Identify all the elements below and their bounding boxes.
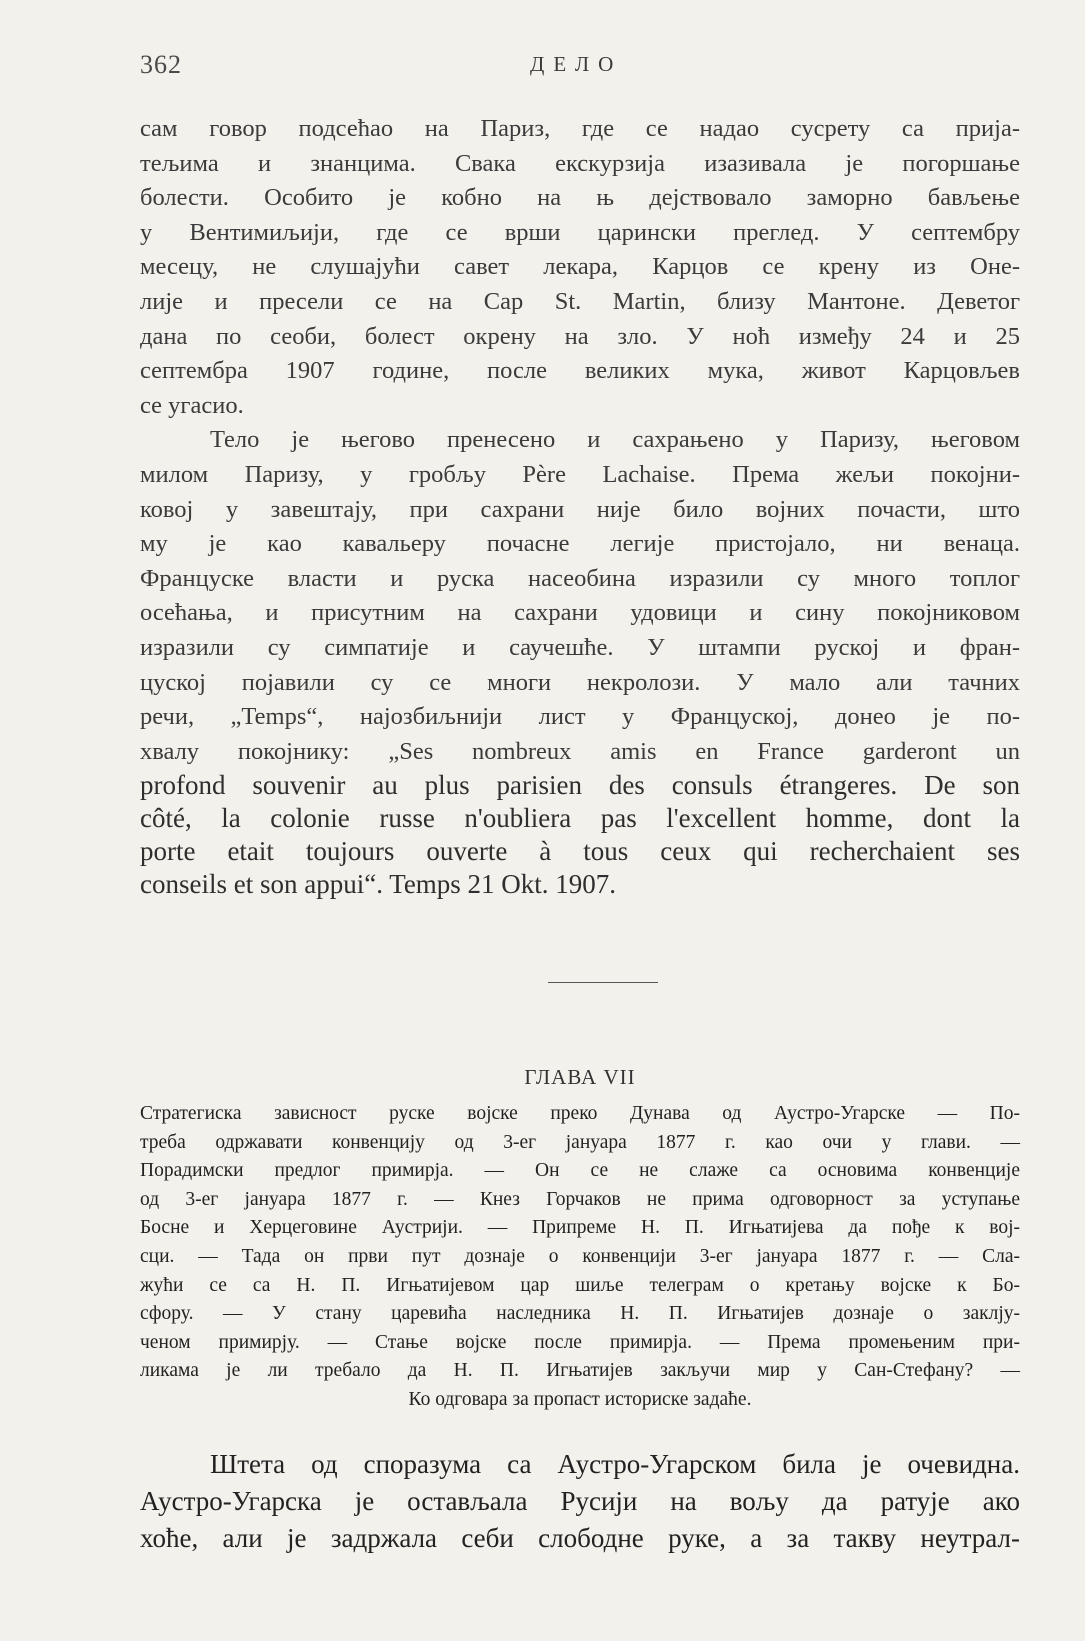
text-line: месецу, не слушајући савет лекара, Карцов се крену из Оне- [140,253,1020,281]
summary-line: треба одржавати конвенцију од 3-ег јануара 1877 г. као очи у глави. — [140,1131,1020,1153]
continuation-paragraph [140,112,1020,423]
summary-line: од 3-ег јануара 1877 г. — Кнез Горчаков не прима одговорност за уступање [140,1188,1020,1210]
text-line: осећања, и присутним на сахрани удовици и сину покојниковом [140,599,1020,627]
burial-paragraph [140,423,1020,901]
text-line: хоће, али је задржала себи слободне руке, а за такву неутрал- [140,1523,1020,1553]
chapter-title: ГЛАВА VII [524,1065,636,1089]
text-line: сам говор подсећао на Париз, где се надао сусрету са прија- [140,115,1020,142]
french-quote-line: porte etait toujours ouverte à tous ceux qui recherchaient ses [140,836,1020,867]
text-line: хвалу покојнику: „Ses nombreux amis en France garderont un [140,737,1020,765]
section-divider [548,982,658,983]
text-line: Аустро-Угарска је остављала Русији на вољу да ратује ако [140,1486,1020,1516]
text-line: Тело је његово пренесено и сахрањено у Паризу, његовом [210,426,1020,454]
running-title: ДЕЛО [530,52,623,76]
summary-line: Порадимски предлог примирја. — Он се не слаже са основима конвенције [140,1160,1020,1182]
chapter-body [140,1446,1020,1557]
text-line: дана по сеоби, болест окрену на зло. У ноћ између 24 и 25 [140,322,1020,350]
text-line: Штета од споразума са Аустро-Угарском била је очевидна. [210,1449,1020,1479]
summary-line: жући се са Н. П. Игњатијевом цар шиље телеграм о кретању војске к Бо- [140,1274,1020,1296]
chapter-summary [140,1100,1020,1415]
text-line: у Вентимиљији, где се врши царински преглед. У септембру [140,218,1020,246]
text-line: речи, „Temps“, најозбиљнији лист у Француској, донео је по- [140,703,1020,731]
french-quote-line: côté, la colonie russe n'oubliera pas l'excellent homme, dont la [140,803,1020,834]
summary-line: Босне и Херцеговине Аустрији. — Припреме Н. П. Игњатијева да пође к вој- [140,1217,1020,1239]
text-line: се угасио. [140,391,244,419]
summary-line: сфору. — У стану царевића наследника Н. П. Игњатијев дознаје о заклју- [140,1303,1020,1325]
summary-line: Ко одговара за пропаст историске задаће. [408,1388,752,1410]
french-quote-line: profond souvenir au plus parisien des consuls étrangeres. De son [140,770,1020,801]
summary-line: ликама је ли требало да Н. П. Игњатијев закључи мир у Сан-Стефану? — [140,1360,1020,1382]
french-quote-line: conseils et son appui“. Temps 21 Okt. 1907. [140,869,617,900]
page-number: 362 [140,50,182,79]
text-line: милом Паризу, у гробљу Père Lachaise. Према жељи покојни- [140,460,1020,488]
text-line: тељима и знанцима. Свака екскурзија изазивала је погоршање [140,149,1020,177]
summary-line: Стратегиска зависност руске војске преко Дунава од Аустро-Угарске — По- [140,1103,1020,1124]
text-line: лије и пресели се на Cap St. Martin, близу Мантоне. Деветог [140,287,1020,315]
page-header [140,50,1015,90]
text-line: ковој у завештају, при сахрани није било војних почасти, што [140,495,1020,523]
summary-line: сци. — Тада он први пут дознаје о конвенцији 3-ег јануара 1877 г. — Сла- [140,1245,1020,1267]
summary-line: ченом примирју. — Стање војске после примирја. — Према промењеним при- [140,1331,1020,1353]
text-line: цуској појавили су се многи некролози. У мало али тачних [140,668,1020,696]
text-line: изразили су симпатије и саучешће. У штампи руској и фран- [140,633,1020,661]
text-line: Француске власти и руска насеобина изразили су много топлог [140,564,1020,592]
body-text [140,112,1020,901]
text-line: септембра 1907 године, после великих мука, живот Карцовљев [140,357,1020,385]
text-line: болести. Особито је кобно на њ дејствовало заморно бављење [140,184,1020,212]
text-line: му је као кавальеру почасне легије пристојало, ни венаца. [140,530,1020,558]
